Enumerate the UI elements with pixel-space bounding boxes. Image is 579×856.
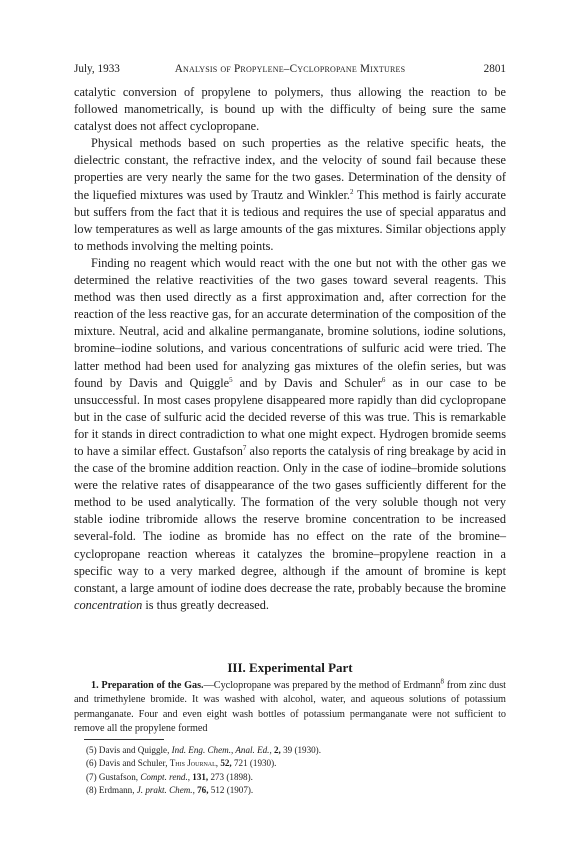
footnote-ref: 7 (242, 443, 247, 452)
paragraph-text: from zinc dust and trimethylene bromide. It was washed with alcohol, water, and aqueous solutions of potassium permanganate. Four and even eight wash bottles of potassium permanganate were not sufficient to remove all the propylene formed (74, 680, 506, 735)
footnote-ref: 2 (349, 187, 354, 196)
header-running-title: Analysis of Propylene–Cyclopropane Mixtures (174, 63, 406, 75)
paragraph-text: also reports the catalysis of ring breakage by acid in the case of the bromine addition reaction. Only in the case of iodine–bromide solutions were the relative rates of disappearance of the two gases sufficiently different for the method to be used analytically. The formation of the very soluble though not very stable iodine tribromide allows the reserve bromine concentration to be increased several-fold. The iodine as bromide has no effect on the rate of the bromine–cyclopropane reaction whereas it catalyzes the bromine–propylene reaction in a specific way to a very marked degree, although if the amount of bromine is kept constant, a large amount of iodine does decrease the rate, probably because the bromine (74, 443, 506, 595)
footnote-ref: 5 (229, 375, 233, 384)
header-page-number: 2801 (483, 63, 506, 75)
paragraph-text: Finding no reagent which would react with the one but not with the other gas we determined the relative reactivities of the two gases toward several reagents. This method was then used directly as a first approximation and, after correction for the reaction of the less reactive gas, for an accurate determination of the composition of the mixture. Neutral, acid and alkaline permanganate, bromine solutions, iodine solutions, bromine–iodine solutions, and various concentrations of sulfuric acid were tried. The latter method had been used for analyzing gas mixtures of the olefin series, but was found by Davis and Quiggle (74, 255, 506, 390)
paragraph-text: This method is fairly accurate but suffers from the fact that it is tedious and requires the use of special apparatus and low temperatures as well as large amounts of the gas mixtures. Similar objections apply to methods involving the melting points. (74, 187, 506, 253)
footnote: (5) Davis and Quiggle, Ind. Eng. Chem., Anal. Ed., 2, 39 (1930). (86, 745, 321, 755)
footnote-ref: 8 (440, 677, 445, 686)
paragraph (74, 84, 506, 135)
experimental-text (74, 679, 506, 737)
footnote-ref: 6 (381, 375, 386, 384)
footnotes (86, 744, 506, 798)
paragraph (74, 679, 506, 737)
paragraph-text: and by Davis and Schuler (232, 375, 382, 390)
subsection-label: 1. Preparation of the Gas. (91, 680, 204, 691)
section-heading: III. Experimental Part (227, 660, 353, 675)
paragraph (74, 135, 506, 255)
header-date: July, 1933 (74, 63, 120, 75)
italic-term: concentration (74, 597, 143, 612)
paragraph-text: catalytic conversion of propylene to polymers, thus allowing the reaction to be followed manometrically, is bound up with the difficulty of being sure the same catalyst does not affect cyclopropane. (74, 85, 506, 134)
footnote: (7) Gustafson, Compt. rend., 131, 273 (1898). (86, 771, 253, 782)
paragraph (74, 255, 506, 614)
footnote: (8) Erdmann, J. prakt. Chem., 76, 512 (1907). (86, 785, 254, 796)
footnote: (6) Davis and Schuler, This Journal, 52, 721 (1930). (86, 758, 277, 769)
paragraph-text: as in our case to be unsuccessful. In most cases propylene disappeared more rapidly than did cyclopropane but in the case of sulfuric acid the decided reverse of this was true. This is remarkable for it stands in direct contradiction to what one might expect. Hydrogen bromide seems to have a similar effect. Gustafson (74, 375, 506, 458)
body-text (74, 84, 506, 614)
footnote-divider (84, 739, 164, 740)
paragraph-text: is thus greatly decreased. (142, 597, 269, 612)
paragraph-text: Physical methods based on such properties as the relative specific heats, the dielectric constant, the refractive index, and the velocity of sound fail because these properties are very nearly the same for the two gases. Determination of the density of the liquefied mixtures was used by Trautz and Winkler. (74, 136, 506, 202)
paragraph-text: —Cyclopropane was prepared by the method of Erdmann (203, 680, 441, 691)
